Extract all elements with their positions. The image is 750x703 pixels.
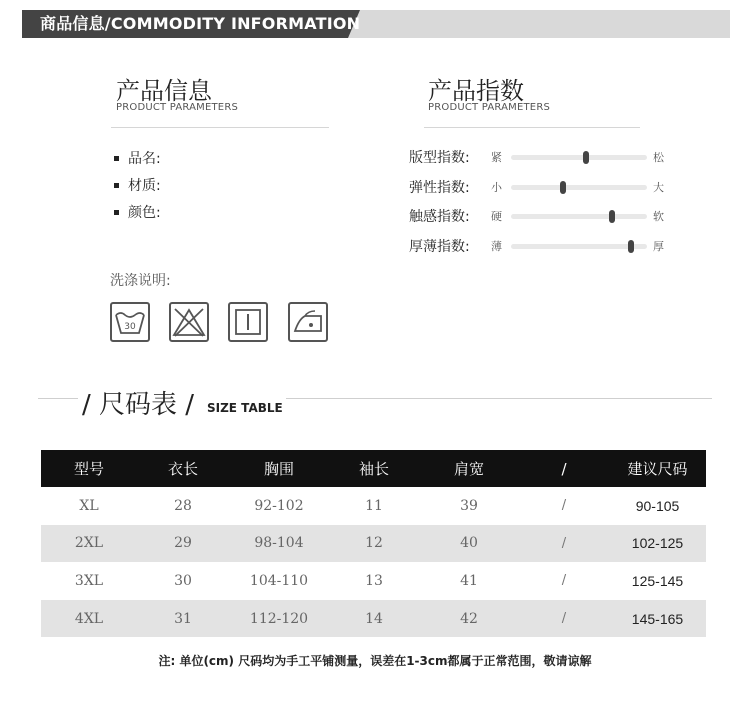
product-info-subtitle: PRODUCT PARAMETERS — [116, 102, 239, 113]
cell-sleeve: 14 — [365, 610, 383, 627]
index-max-label: 大 — [653, 181, 664, 194]
table-row — [41, 525, 706, 563]
bullet-icon — [114, 210, 119, 215]
cell-chest: 104-110 — [249, 572, 309, 589]
info-banner — [22, 10, 730, 38]
size-table-divider-left — [38, 398, 78, 399]
index-row-thickness — [409, 236, 664, 256]
cell-slash: / — [561, 535, 567, 551]
cell-length: 30 — [174, 572, 192, 589]
index-track — [511, 155, 647, 160]
col-header-recommended: 建议尺码 — [627, 460, 688, 478]
cell-shoulder: 40 — [460, 535, 478, 552]
size-table — [41, 450, 706, 637]
washing-title: 洗涤说明: — [110, 273, 171, 289]
param-name — [114, 148, 161, 168]
cell-chest: 112-120 — [249, 610, 309, 627]
cell-shoulder: 41 — [460, 572, 478, 589]
index-row-fit — [409, 147, 664, 167]
index-track — [511, 214, 647, 219]
cell-slash: / — [561, 498, 567, 514]
cell-shoulder: 39 — [460, 497, 478, 514]
cell-sleeve: 11 — [365, 497, 383, 514]
size-table-divider-right — [286, 398, 712, 399]
low-iron-icon — [288, 302, 328, 342]
cell-recommended: 102-125 — [631, 535, 684, 552]
param-material — [114, 175, 161, 195]
table-row — [41, 600, 706, 638]
table-header-row — [41, 450, 706, 487]
index-row-touch — [409, 206, 664, 226]
index-min-label: 紧 — [491, 151, 502, 164]
size-note: 注: 单位(cm) 尺码均为手工平铺测量，误差在1-3cm都属于正常范围，敬请谅解 — [158, 654, 592, 668]
cell-recommended: 145-165 — [631, 610, 684, 627]
cell-length: 29 — [174, 535, 192, 552]
bullet-icon — [114, 156, 119, 161]
cell-chest: 98-104 — [254, 535, 304, 552]
index-knob — [628, 240, 634, 253]
col-header-slash: / — [561, 459, 567, 478]
cell-length: 28 — [174, 497, 192, 514]
banner-title: 商品信息/COMMODITY INFORMATION — [40, 14, 361, 33]
index-min-label: 硬 — [491, 210, 502, 223]
cell-slash: / — [561, 611, 567, 627]
param-material-label: 材质: — [128, 178, 161, 194]
cell-model: 3XL — [74, 572, 104, 589]
wash-30-icon — [110, 302, 150, 342]
col-header-length: 衣长 — [167, 460, 198, 478]
cell-chest: 92-102 — [254, 497, 304, 514]
index-label: 厚薄指数: — [409, 239, 470, 255]
index-label: 触感指数: — [409, 209, 470, 225]
index-min-label: 小 — [491, 181, 502, 194]
index-track — [511, 244, 647, 249]
param-color-label: 颜色: — [128, 205, 161, 221]
col-header-sleeve: 袖长 — [358, 460, 389, 478]
cell-sleeve: 13 — [365, 572, 383, 589]
cell-slash: / — [561, 573, 567, 589]
product-index-title: 产品指数 — [428, 77, 524, 105]
col-header-model: 型号 — [73, 460, 104, 478]
index-track — [511, 185, 647, 190]
index-knob — [609, 210, 615, 223]
cell-model: 2XL — [74, 535, 104, 552]
param-name-label: 品名: — [128, 151, 161, 167]
index-min-label: 薄 — [491, 240, 502, 253]
index-max-label: 松 — [653, 151, 664, 164]
col-header-chest: 胸围 — [263, 460, 294, 478]
product-index-subtitle: PRODUCT PARAMETERS — [428, 102, 551, 113]
hang-dry-icon — [228, 302, 268, 342]
cell-sleeve: 12 — [365, 535, 383, 552]
product-index-divider — [424, 127, 640, 128]
no-bleach-icon — [169, 302, 209, 342]
index-knob — [560, 181, 566, 194]
index-label: 弹性指数: — [409, 180, 470, 196]
product-info-divider — [111, 127, 329, 128]
cell-recommended: 90-105 — [635, 497, 680, 514]
wash-temp-label: 30 — [124, 322, 136, 332]
product-info-title: 产品信息 — [116, 77, 212, 105]
index-max-label: 厚 — [653, 240, 664, 253]
index-label: 版型指数: — [409, 150, 470, 166]
index-max-label: 软 — [653, 210, 664, 223]
col-header-shoulder: 肩宽 — [453, 460, 484, 478]
size-table-title: / 尺码表 / — [82, 390, 195, 420]
table-row — [41, 487, 706, 525]
cell-model: 4XL — [74, 610, 104, 627]
cell-recommended: 125-145 — [631, 572, 684, 589]
cell-length: 31 — [174, 610, 192, 627]
size-table-subtitle: SIZE TABLE — [207, 401, 283, 415]
param-color — [114, 202, 161, 222]
cell-model: XL — [79, 497, 99, 514]
table-row — [41, 562, 706, 600]
index-knob — [583, 151, 589, 164]
index-row-elasticity — [409, 177, 664, 197]
cell-shoulder: 42 — [460, 610, 478, 627]
bullet-icon — [114, 183, 119, 188]
